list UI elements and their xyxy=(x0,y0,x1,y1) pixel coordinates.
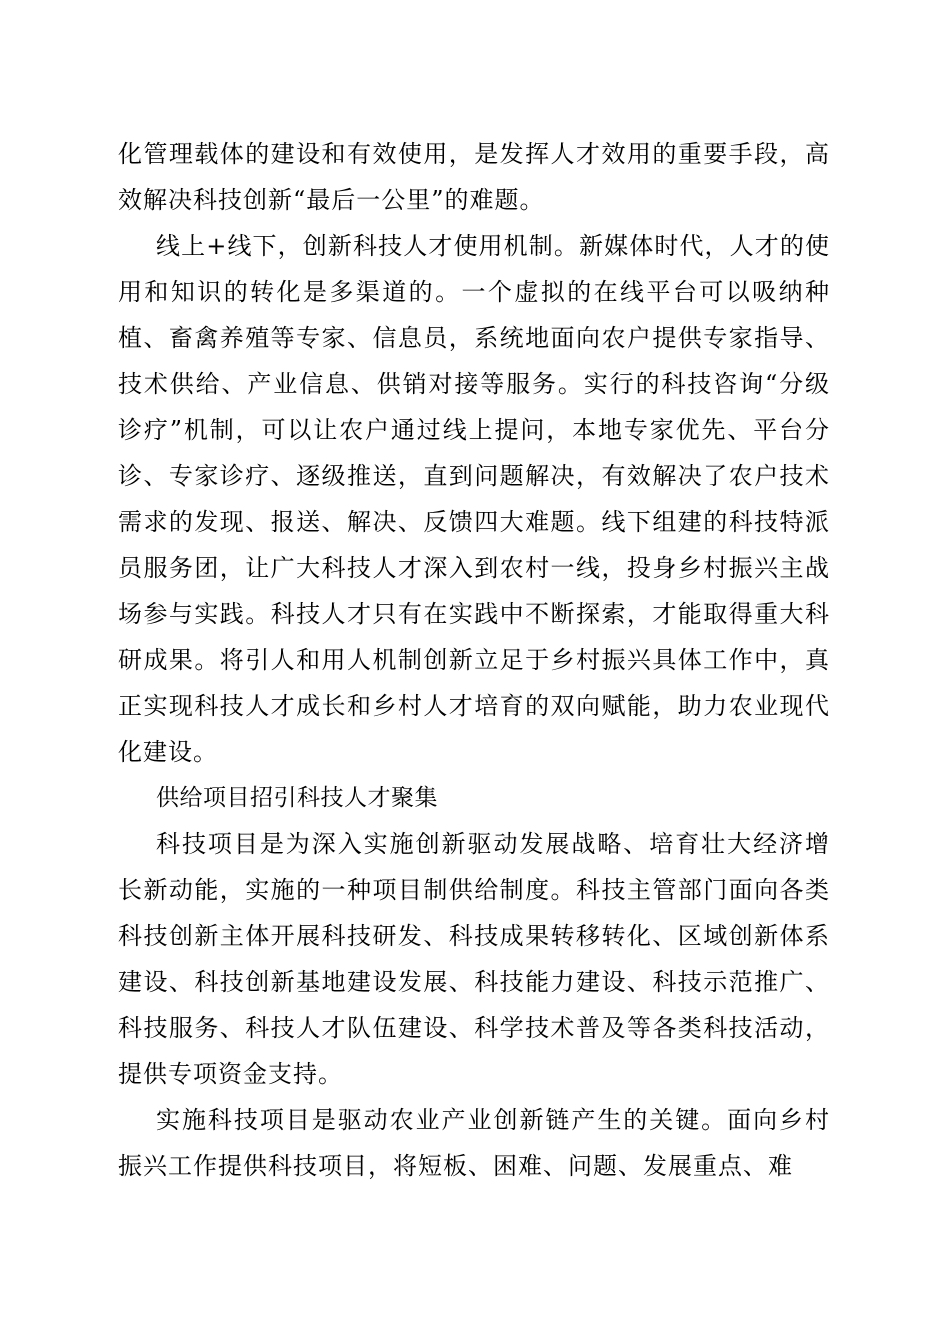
document-body xyxy=(118,131,830,1189)
section-heading: 供给项目招引科技人才聚集 xyxy=(156,785,438,811)
paragraph-continuation: 化管理载体的建设和有效使用，是发挥人才效用的重要手段，高效解决科技创新“最后一公里”的难题。 xyxy=(118,140,830,214)
paragraph-online-offline: 线上+线下，创新科技人才使用机制。新媒体时代，人才的使用和知识的转化是多渠道的。一个虚拟的在线平台可以吸纳种植、畜禽养殖等专家、信息员，系统地面向农户提供专家指导、技术供给、产业信息、供销对接等服务。实行的科技咨询“分级诊疗”机制，可以让农户通过线上提问，本地专家优先、平台分诊、专家诊疗、逐级推送，直到问题解决，有效解决了农户技术需求的发现、报送、解决、反馈四大难题。线下组建的科技特派员服务团，让广大科技人才深入到农村一线，投身乡村振兴主战场参与实践。科技人才只有在实践中不断探索，才能取得重大科研成果。将引人和用人机制创新立足于乡村振兴具体工作中，真正实现科技人才成长和乡村人才培育的双向赋能，助力农业现代化建设。 xyxy=(118,232,830,766)
paragraph-tech-projects: 科技项目是为深入实施创新驱动发展战略、培育壮大经济增长新动能，实施的一种项目制供给制度。科技主管部门面向各类科技创新主体开展科技研发、科技成果转移转化、区域创新体系建设、科技创新基地建设发展、科技能力建设、科技示范推广、科技服务、科技人才队伍建设、科学技术普及等各类科技活动，提供专项资金支持。 xyxy=(118,830,830,1088)
paragraph-implementation: 实施科技项目是驱动农业产业创新链产生的关键。面向乡村振兴工作提供科技项目，将短板、困难、问题、发展重点、难 xyxy=(118,1106,830,1180)
